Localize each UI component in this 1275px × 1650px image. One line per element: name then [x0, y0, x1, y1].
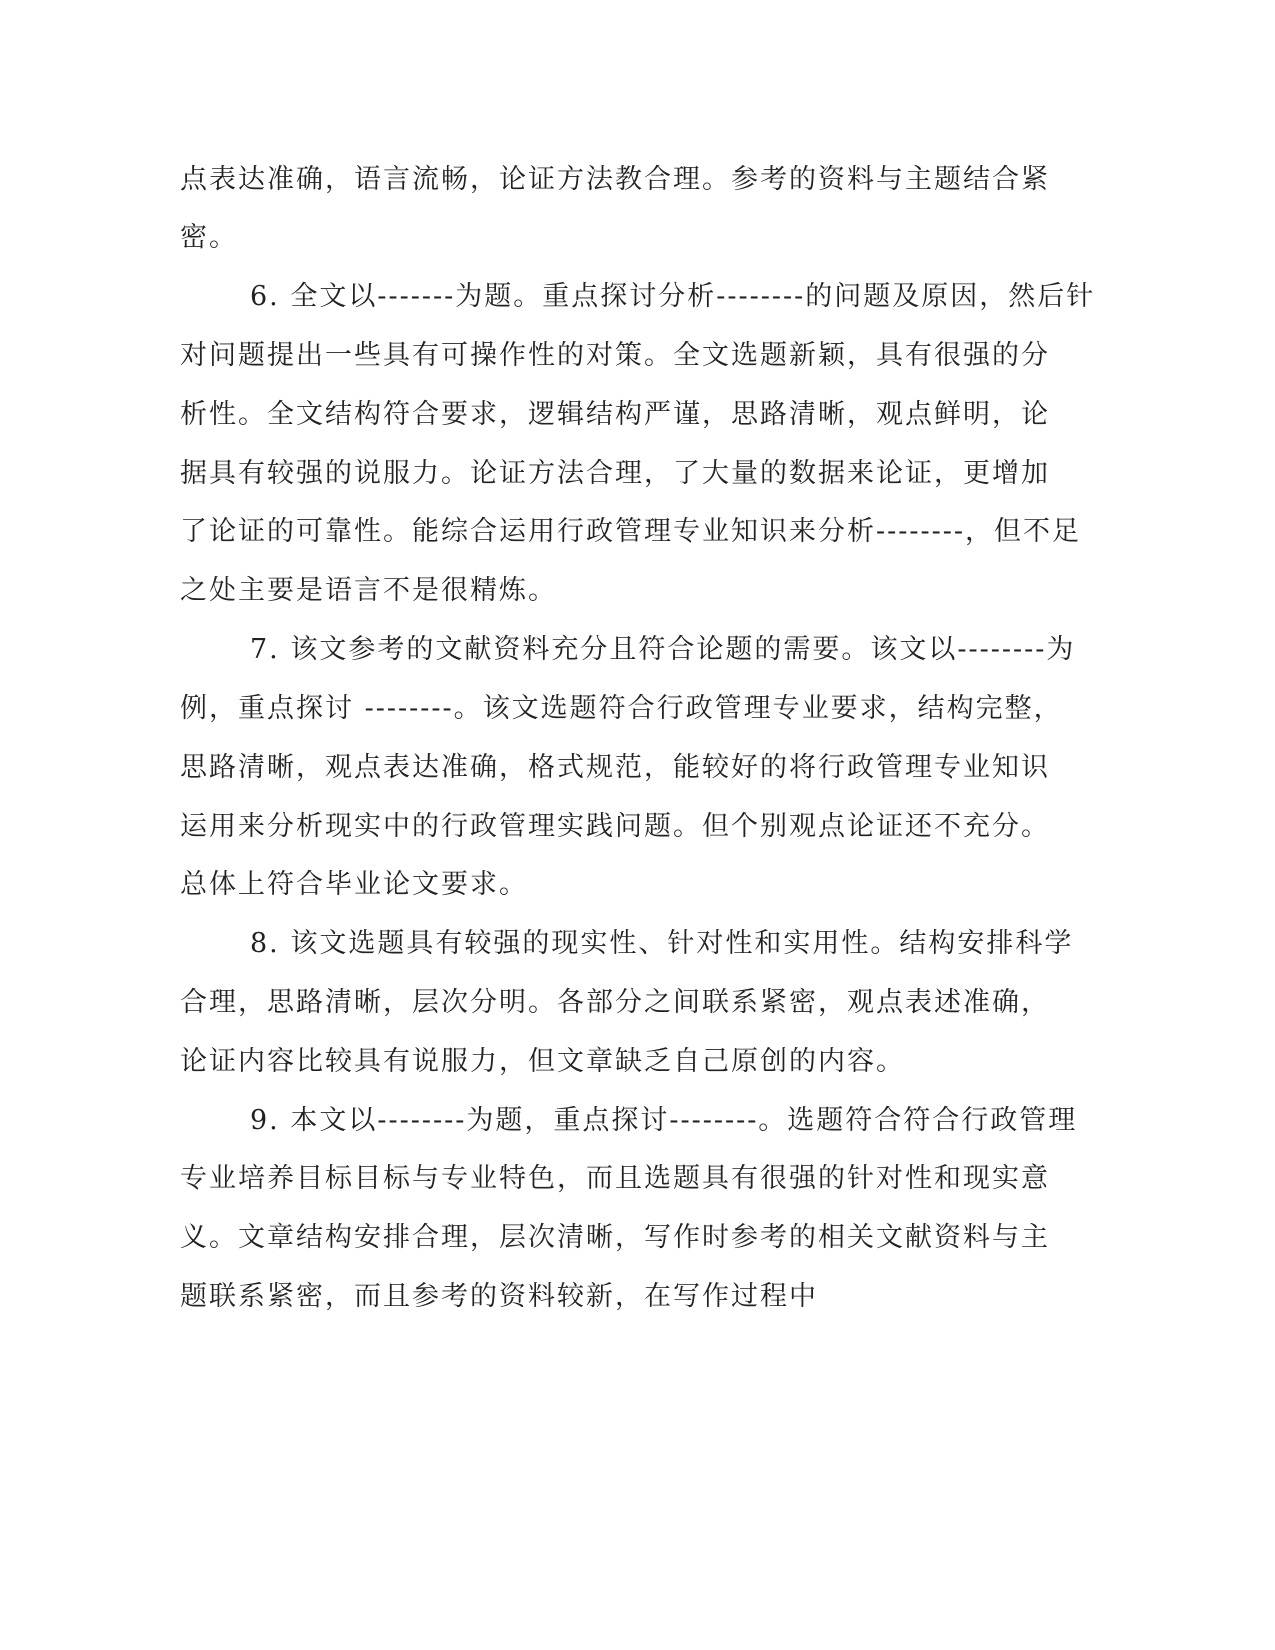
text-line: 例，重点探讨 --------。该文选题符合行政管理专业要求，结构完整， — [180, 693, 1063, 724]
text-line: 合理，思路清晰，层次分明。各部分之间联系紧密，观点表述准确， — [180, 987, 1050, 1018]
paragraph-8-first-line: 8. 该文选题具有较强的现实性、针对性和实用性。结构安排科学 — [250, 928, 1074, 959]
text-line: 密。 — [180, 222, 238, 253]
text-line: 点表达准确，语言流畅，论证方法教合理。参考的资料与主题结合紧 — [180, 164, 1050, 195]
text-line: 义。文章结构安排合理，层次清晰，写作时参考的相关文献资料与主 — [180, 1222, 1050, 1253]
text-line: 据具有较强的说服力。论证方法合理，了大量的数据来论证，更增加 — [180, 458, 1050, 489]
text-line: 论证内容比较具有说服力，但文章缺乏自己原创的内容。 — [180, 1046, 905, 1077]
text-line: 之处主要是语言不是很精炼。 — [180, 575, 557, 606]
paragraph-6-first-line: 6. 全文以-------为题。重点探讨分析--------的问题及原因，然后针 — [250, 281, 1096, 312]
text-line: 对问题提出一些具有可操作性的对策。全文选题新颖，具有很强的分 — [180, 340, 1050, 371]
text-line: 总体上符合毕业论文要求。 — [180, 869, 528, 900]
text-line: 思路清晰，观点表达准确，格式规范，能较好的将行政管理专业知识 — [180, 752, 1050, 783]
text-line: 专业培养目标目标与专业特色，而且选题具有很强的针对性和现实意 — [180, 1163, 1050, 1194]
text-line: 运用来分析现实中的行政管理实践问题。但个别观点论证还不充分。 — [180, 811, 1050, 842]
paragraph-7-first-line: 7. 该文参考的文献资料充分且符合论题的需要。该文以--------为 — [250, 634, 1076, 665]
text-line: 题联系紧密，而且参考的资料较新，在写作过程中 — [180, 1281, 818, 1312]
paragraph-9-first-line: 9. 本文以--------为题，重点探讨--------。选题符合符合行政管理 — [250, 1105, 1078, 1136]
text-line: 析性。全文结构符合要求，逻辑结构严谨，思路清晰，观点鲜明，论 — [180, 399, 1050, 430]
text-line: 了论证的可靠性。能综合运用行政管理专业知识来分析--------，但不足 — [180, 516, 1081, 547]
